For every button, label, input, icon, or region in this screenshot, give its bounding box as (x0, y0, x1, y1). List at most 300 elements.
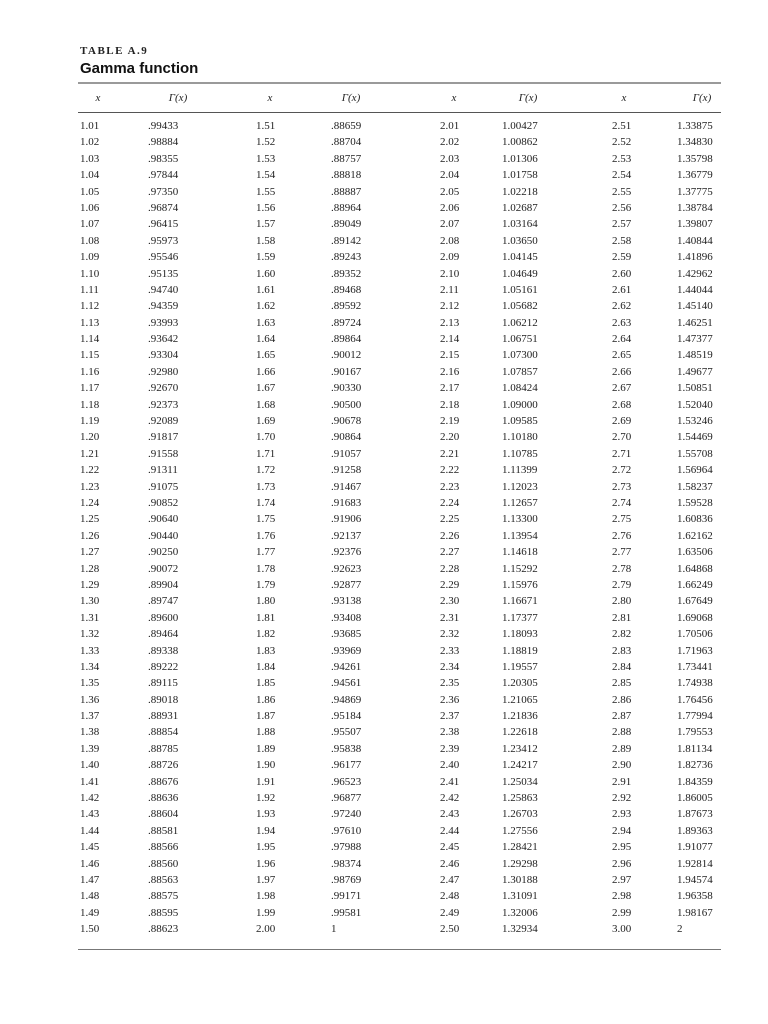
gamma-value-cell: .93642 (148, 333, 179, 346)
gamma-value-cell: .89222 (148, 660, 179, 673)
x-value-cell: 2.57 (612, 218, 632, 231)
x-value-cell: 2.40 (440, 759, 460, 772)
x-value-cell: 1.89 (256, 742, 276, 755)
gamma-value-cell: .88566 (148, 841, 179, 854)
gamma-value-cell: 1.09000 (502, 398, 538, 411)
x-value-cell: 2.14 (440, 333, 460, 346)
x-value-cell: 2.61 (612, 283, 632, 296)
gamma-value-cell: .89592 (331, 300, 362, 313)
x-value-cell: 2.45 (440, 841, 460, 854)
gamma-value-cell: 1.12657 (502, 496, 538, 509)
gamma-value-cell: 1.49677 (677, 365, 713, 378)
gamma-value-cell: .90250 (148, 546, 179, 559)
gamma-value-cell: .90640 (148, 513, 179, 526)
x-value-cell: 1.07 (80, 218, 100, 231)
gamma-value-cell: 1.66249 (677, 578, 713, 591)
x-value-cell: 1.65 (256, 349, 276, 362)
x-value-cell: 2.60 (612, 267, 632, 280)
x-value-cell: 1.25 (80, 513, 100, 526)
header-gamma-2: Γ(x) (341, 92, 361, 104)
gamma-value-cell: .95546 (148, 251, 179, 264)
x-value-cell: 2.24 (440, 496, 460, 509)
x-value-cell: 2.39 (440, 742, 460, 755)
x-value-cell: 2.23 (440, 480, 460, 493)
x-value-cell: 2.78 (612, 562, 632, 575)
x-value-cell: 1.61 (256, 283, 276, 296)
gamma-value-cell: 1.10785 (502, 447, 538, 460)
gamma-value-cell: 1.23412 (502, 742, 538, 755)
gamma-value-cell: 1.54469 (677, 431, 713, 444)
gamma-value-cell: 1.32006 (502, 906, 538, 919)
gamma-value-cell: 1.55708 (677, 447, 713, 460)
gamma-value-cell: .88854 (148, 726, 179, 739)
table-header-row (78, 92, 721, 108)
x-value-cell: 1.43 (80, 808, 100, 821)
x-value-cell: 1.04 (80, 169, 100, 182)
x-value-cell: 1.41 (80, 775, 100, 788)
table-title: Gamma function (80, 60, 199, 77)
x-value-cell: 1.67 (256, 382, 276, 395)
gamma-value-cell: .88560 (148, 857, 179, 870)
x-value-cell: 2.01 (440, 120, 460, 132)
gamma-value-cell: .88704 (331, 136, 362, 149)
x-value-cell: 1.68 (256, 398, 276, 411)
gamma-value-cell: 1.31091 (502, 890, 538, 903)
table-label: TABLE A.9 (80, 45, 149, 57)
x-value-cell: 1.47 (80, 873, 100, 886)
x-value-cell: 2.15 (440, 349, 460, 362)
gamma-value-cell: 1.40844 (677, 234, 713, 247)
x-value-cell: 1.64 (256, 333, 276, 346)
x-value-cell: 3.00 (612, 923, 632, 936)
gamma-value-cell: 1.41896 (677, 251, 713, 264)
x-value-cell: 2.72 (612, 464, 632, 477)
gamma-value-cell: 1.03650 (502, 234, 538, 247)
gamma-value-cell: .98769 (331, 873, 362, 886)
gamma-value-cell: .96874 (148, 201, 179, 214)
x-value-cell: 1.54 (256, 169, 276, 182)
gamma-value-cell: 1.04145 (502, 251, 538, 264)
gamma-value-cell: 1.30188 (502, 873, 538, 886)
x-value-cell: 1.59 (256, 251, 276, 264)
gamma-value-cell: .91467 (331, 480, 362, 493)
gamma-value-cell: 1.79553 (677, 726, 713, 739)
gamma-value-cell: 1.91077 (677, 841, 713, 854)
gamma-value-cell: 1.74938 (677, 677, 713, 690)
gamma-value-cell: .96415 (148, 218, 179, 231)
x-value-cell: 1.97 (256, 873, 276, 886)
x-value-cell: 2.10 (440, 267, 460, 280)
x-value-cell: 1.86 (256, 693, 276, 706)
x-value-cell: 2.93 (612, 808, 632, 821)
gamma-value-cell: 1.39807 (677, 218, 713, 231)
x-value-cell: 1.87 (256, 710, 276, 723)
gamma-value-cell: .97610 (331, 824, 362, 837)
gamma-value-cell: 1.98167 (677, 906, 713, 919)
bottom-rule (78, 949, 721, 950)
gamma-column-1 (148, 118, 228, 938)
x-value-cell: 2.64 (612, 333, 632, 346)
gamma-value-cell: 1.36779 (677, 169, 713, 182)
gamma-value-cell: 1.38784 (677, 201, 713, 214)
x-value-cell: 2.70 (612, 431, 632, 444)
x-value-cell: 2.53 (612, 152, 632, 165)
gamma-value-cell: 1.22618 (502, 726, 538, 739)
x-value-cell: 2.27 (440, 546, 460, 559)
gamma-value-cell: .90852 (148, 496, 179, 509)
header-gamma-4: Γ(x) (692, 92, 712, 104)
x-value-cell: 2.77 (612, 546, 632, 559)
x-value-cell: 2.87 (612, 710, 632, 723)
x-value-cell: 1.14 (80, 333, 100, 346)
x-value-cell: 2.17 (440, 382, 460, 395)
gamma-value-cell: 1.94574 (677, 873, 713, 886)
gamma-value-cell: .89115 (148, 677, 178, 690)
x-value-cell: 1.40 (80, 759, 100, 772)
gamma-value-cell: .92373 (148, 398, 179, 411)
x-value-cell: 2.59 (612, 251, 632, 264)
x-value-cell: 2.47 (440, 873, 460, 886)
x-value-cell: 1.93 (256, 808, 276, 821)
x-value-cell: 1.46 (80, 857, 100, 870)
x-value-cell: 1.90 (256, 759, 276, 772)
x-value-cell: 2.52 (612, 136, 632, 149)
gamma-value-cell: 1.01306 (502, 152, 538, 165)
gamma-value-cell: .89468 (331, 283, 362, 296)
x-value-cell: 2.34 (440, 660, 460, 673)
x-value-cell: 2.04 (440, 169, 460, 182)
x-value-cell: 2.83 (612, 644, 632, 657)
x-value-cell: 2.66 (612, 365, 632, 378)
x-value-cell: 1.99 (256, 906, 276, 919)
x-value-cell: 1.48 (80, 890, 100, 903)
x-value-cell: 2.56 (612, 201, 632, 214)
gamma-value-cell: .89724 (331, 316, 362, 329)
gamma-value-cell: .88581 (148, 824, 179, 837)
x-value-cell: 2.05 (440, 185, 460, 198)
x-value-cell: 1.44 (80, 824, 100, 837)
x-value-cell: 2.16 (440, 365, 460, 378)
x-value-cell: 1.74 (256, 496, 276, 509)
x-value-cell: 1.42 (80, 792, 100, 805)
gamma-value-cell: 1.37775 (677, 185, 713, 198)
gamma-value-cell: .89600 (148, 611, 179, 624)
gamma-value-cell: .95184 (331, 710, 362, 723)
x-value-cell: 2.35 (440, 677, 460, 690)
x-value-cell: 1.36 (80, 693, 100, 706)
gamma-value-cell: 1.12023 (502, 480, 538, 493)
x-value-cell: 1.38 (80, 726, 100, 739)
gamma-value-cell: 1.18819 (502, 644, 538, 657)
x-value-cell: 2.91 (612, 775, 632, 788)
gamma-value-cell: .92670 (148, 382, 179, 395)
x-value-cell: 1.62 (256, 300, 276, 313)
x-value-cell: 2.46 (440, 857, 460, 870)
x-value-cell: 2.82 (612, 628, 632, 641)
gamma-value-cell: 1.71963 (677, 644, 713, 657)
x-value-cell: 1.26 (80, 529, 100, 542)
gamma-value-cell: 1.92814 (677, 857, 713, 870)
x-value-cell: 1.84 (256, 660, 276, 673)
header-rule (78, 112, 721, 113)
header-x-1: x (95, 92, 101, 104)
x-value-cell: 1.85 (256, 677, 276, 690)
gamma-value-cell: .91683 (331, 496, 362, 509)
x-value-cell: 1.35 (80, 677, 100, 690)
gamma-value-cell: .89018 (148, 693, 179, 706)
gamma-value-cell: .93138 (331, 595, 362, 608)
gamma-value-cell: .94740 (148, 283, 179, 296)
x-value-cell: 2.12 (440, 300, 460, 313)
gamma-value-cell: 1.10180 (502, 431, 538, 444)
x-value-cell: 1.11 (80, 283, 99, 296)
gamma-value-cell: 1.48519 (677, 349, 713, 362)
gamma-value-cell: 1.21065 (502, 693, 538, 706)
gamma-value-cell: .88636 (148, 792, 179, 805)
x-value-cell: 2.79 (612, 578, 632, 591)
gamma-value-cell: 1.17377 (502, 611, 538, 624)
x-value-cell: 2.18 (440, 398, 460, 411)
gamma-value-cell: 1.14618 (502, 546, 538, 559)
gamma-value-cell: .89142 (331, 234, 362, 247)
gamma-value-cell: 1.33875 (677, 120, 713, 132)
x-value-cell: 1.73 (256, 480, 276, 493)
gamma-value-cell: .88785 (148, 742, 179, 755)
x-value-cell: 2.95 (612, 841, 632, 854)
gamma-value-cell: 1.27556 (502, 824, 538, 837)
header-gamma-3: Γ(x) (518, 92, 538, 104)
x-value-cell: 1.79 (256, 578, 276, 591)
gamma-value-cell: .95135 (148, 267, 179, 280)
x-value-cell: 1.60 (256, 267, 276, 280)
x-value-cell: 1.53 (256, 152, 276, 165)
x-value-cell: 1.15 (80, 349, 100, 362)
x-value-cell: 2.38 (440, 726, 460, 739)
gamma-value-cell: 1.05682 (502, 300, 538, 313)
gamma-value-cell: 1.44044 (677, 283, 713, 296)
gamma-value-cell: 1.28421 (502, 841, 538, 854)
gamma-value-cell: .90072 (148, 562, 179, 575)
gamma-value-cell: 1.76456 (677, 693, 713, 706)
gamma-value-cell: 1.82736 (677, 759, 713, 772)
x-value-cell: 1.29 (80, 578, 100, 591)
x-value-cell: 2.28 (440, 562, 460, 575)
gamma-value-cell: 1.02687 (502, 201, 538, 214)
gamma-value-cell: .89864 (331, 333, 362, 346)
gamma-value-cell: .88676 (148, 775, 179, 788)
gamma-value-cell: .98355 (148, 152, 179, 165)
x-value-cell: 1.16 (80, 365, 100, 378)
gamma-value-cell: .95973 (148, 234, 179, 247)
gamma-value-cell: 1.67649 (677, 595, 713, 608)
x-value-cell: 2.62 (612, 300, 632, 313)
x-value-cell: 1.69 (256, 415, 276, 428)
gamma-value-cell: 1.34830 (677, 136, 713, 149)
x-value-cell: 2.55 (612, 185, 632, 198)
x-value-cell: 2.41 (440, 775, 460, 788)
gamma-value-cell: .88726 (148, 759, 179, 772)
gamma-value-cell: 1.58237 (677, 480, 713, 493)
header-gamma-1: Γ(x) (168, 92, 188, 104)
x-value-cell: 1.13 (80, 316, 100, 329)
x-value-cell: 1.66 (256, 365, 276, 378)
gamma-value-cell: 1.84359 (677, 775, 713, 788)
gamma-value-cell: 1.05161 (502, 283, 538, 296)
gamma-value-cell: 1.35798 (677, 152, 713, 165)
x-value-cell: 1.96 (256, 857, 276, 870)
gamma-value-cell: .90678 (331, 415, 362, 428)
x-value-cell: 2.58 (612, 234, 632, 247)
x-value-cell: 2.44 (440, 824, 460, 837)
x-value-cell: 1.12 (80, 300, 100, 313)
x-value-cell: 1.52 (256, 136, 276, 149)
x-value-cell: 1.55 (256, 185, 276, 198)
gamma-value-cell: .91311 (148, 464, 178, 477)
x-value-cell: 1.33 (80, 644, 100, 657)
gamma-value-cell: .89049 (331, 218, 362, 231)
x-value-cell: 1.10 (80, 267, 100, 280)
gamma-value-cell: .95838 (331, 742, 362, 755)
gamma-value-cell: 1.08424 (502, 382, 538, 395)
x-value-cell: 1.37 (80, 710, 100, 723)
x-value-cell: 2.75 (612, 513, 632, 526)
gamma-value-cell: 1.96358 (677, 890, 713, 903)
x-value-cell: 2.00 (256, 923, 276, 936)
x-value-cell: 1.77 (256, 546, 276, 559)
x-value-cell: 1.82 (256, 628, 276, 641)
x-value-cell: 1.09 (80, 251, 100, 264)
gamma-value-cell: .90012 (331, 349, 362, 362)
gamma-value-cell: .90864 (331, 431, 362, 444)
gamma-value-cell: .94869 (331, 693, 362, 706)
gamma-value-cell: .90440 (148, 529, 179, 542)
gamma-value-cell: .88757 (331, 152, 362, 165)
x-value-cell: 2.37 (440, 710, 460, 723)
gamma-value-cell: 1.63506 (677, 546, 713, 559)
x-value-cell: 2.97 (612, 873, 632, 886)
x-value-cell: 2.30 (440, 595, 460, 608)
table-caption (80, 44, 198, 78)
gamma-value-cell: .93993 (148, 316, 179, 329)
x-value-cell: 2.96 (612, 857, 632, 870)
x-value-cell: 1.76 (256, 529, 276, 542)
x-value-cell: 1.83 (256, 644, 276, 657)
gamma-value-cell: .89904 (148, 578, 179, 591)
x-value-cell: 1.57 (256, 218, 276, 231)
x-value-cell: 2.89 (612, 742, 632, 755)
gamma-value-cell: 1.16671 (502, 595, 538, 608)
gamma-value-cell: 1.89363 (677, 824, 713, 837)
x-value-cell: 2.92 (612, 792, 632, 805)
gamma-value-cell: 1.07857 (502, 365, 538, 378)
x-value-cell: 2.02 (440, 136, 460, 149)
gamma-column-4 (677, 118, 757, 938)
x-value-cell: 1.23 (80, 480, 100, 493)
x-value-cell: 2.42 (440, 792, 460, 805)
gamma-value-cell: 1.70506 (677, 628, 713, 641)
gamma-value-cell: .88604 (148, 808, 179, 821)
gamma-value-cell: .97350 (148, 185, 179, 198)
gamma-value-cell: 1.86005 (677, 792, 713, 805)
x-value-cell: 1.56 (256, 201, 276, 214)
x-value-cell: 1.91 (256, 775, 276, 788)
gamma-value-cell: .91258 (331, 464, 362, 477)
gamma-value-cell: .88659 (331, 120, 362, 132)
x-value-cell: 2.54 (612, 169, 632, 182)
gamma-value-cell: 1.18093 (502, 628, 538, 641)
x-value-cell: 2.08 (440, 234, 460, 247)
x-value-cell: 2.99 (612, 906, 632, 919)
gamma-value-cell: 1.00427 (502, 120, 538, 132)
x-value-cell: 2.11 (440, 283, 459, 296)
x-value-cell: 1.49 (80, 906, 100, 919)
x-value-cell: 1.98 (256, 890, 276, 903)
x-value-cell: 1.08 (80, 234, 100, 247)
x-value-cell: 1.78 (256, 562, 276, 575)
x-value-cell: 1.80 (256, 595, 276, 608)
gamma-value-cell: 1.45140 (677, 300, 713, 313)
gamma-value-cell: 1.87673 (677, 808, 713, 821)
x-value-cell: 2.13 (440, 316, 460, 329)
header-x-2: x (267, 92, 273, 104)
x-value-cell: 1.81 (256, 611, 276, 624)
gamma-value-cell: 1.06751 (502, 333, 538, 346)
gamma-value-cell: 1.60836 (677, 513, 713, 526)
gamma-value-cell: 1.21836 (502, 710, 538, 723)
gamma-value-cell: .96523 (331, 775, 362, 788)
gamma-value-cell: 1.26703 (502, 808, 538, 821)
gamma-value-cell: 1.64868 (677, 562, 713, 575)
gamma-value-cell: .98374 (331, 857, 362, 870)
gamma-value-cell: 1.56964 (677, 464, 713, 477)
gamma-value-cell: 1.25034 (502, 775, 538, 788)
gamma-value-cell: .92089 (148, 415, 179, 428)
x-value-cell: 1.06 (80, 201, 100, 214)
x-value-cell: 2.65 (612, 349, 632, 362)
x-value-cell: 2.76 (612, 529, 632, 542)
gamma-value-cell: .97844 (148, 169, 179, 182)
x-value-cell: 1.75 (256, 513, 276, 526)
gamma-value-cell: 1.07300 (502, 349, 538, 362)
x-value-cell: 1.32 (80, 628, 100, 641)
x-value-cell: 2.03 (440, 152, 460, 165)
x-value-cell: 1.28 (80, 562, 100, 575)
gamma-value-cell: .92137 (331, 529, 362, 542)
x-value-cell: 1.94 (256, 824, 276, 837)
x-value-cell: 1.18 (80, 398, 100, 411)
x-value-cell: 1.34 (80, 660, 100, 673)
gamma-column-3 (502, 118, 582, 938)
gamma-value-cell: .88887 (331, 185, 362, 198)
x-value-cell: 1.92 (256, 792, 276, 805)
x-value-cell: 2.86 (612, 693, 632, 706)
x-value-cell: 2.50 (440, 923, 460, 936)
x-value-cell: 1.01 (80, 120, 100, 132)
gamma-value-cell: .92877 (331, 578, 362, 591)
x-value-cell: 2.25 (440, 513, 460, 526)
gamma-value-cell: .93685 (331, 628, 362, 641)
x-value-cell: 1.63 (256, 316, 276, 329)
x-value-cell: 2.21 (440, 447, 460, 460)
x-value-cell: 2.84 (612, 660, 632, 673)
x-value-cell: 1.21 (80, 447, 100, 460)
gamma-value-cell: .91817 (148, 431, 179, 444)
x-value-cell: 2.81 (612, 611, 632, 624)
gamma-value-cell: .96877 (331, 792, 362, 805)
x-value-cell: 2.74 (612, 496, 632, 509)
gamma-value-cell: 1.00862 (502, 136, 538, 149)
gamma-value-cell: .89464 (148, 628, 179, 641)
